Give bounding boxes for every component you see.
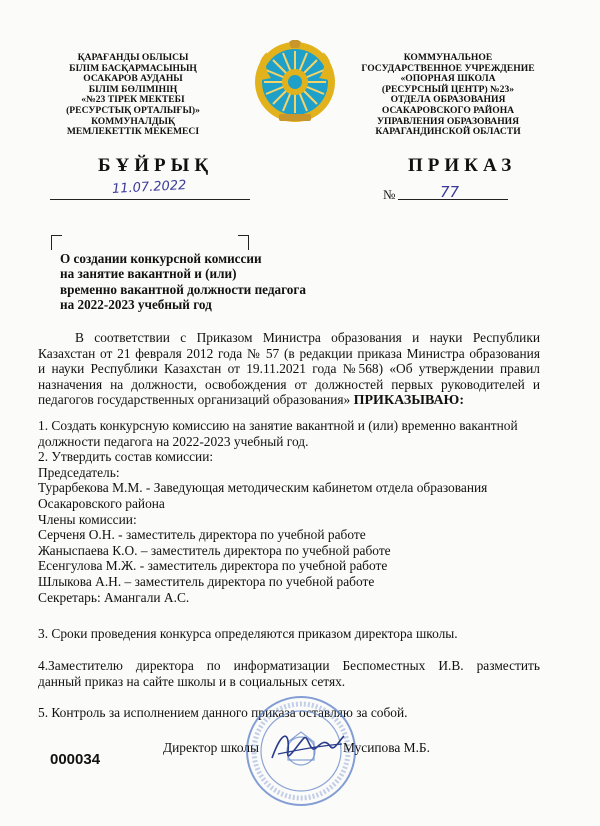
document-number: 000034	[50, 751, 101, 768]
item-line: Шлыкова А.Н. – заместитель директора по учебной работе	[38, 573, 375, 589]
date-line	[50, 199, 250, 200]
ru-header-line: ГОСУДАРСТВЕННОЕ УЧРЕЖДЕНИЕ	[361, 62, 535, 74]
kz-header-line: БІЛІМ БАСҚАРМАСЫНЫҢ	[69, 62, 197, 74]
order-items	[38, 418, 548, 605]
preamble-line: В соответствии с Приказом Министра образования и науки Республики	[75, 330, 540, 345]
subject-bracket-right	[238, 235, 249, 250]
item-line: Осакаровского района	[38, 495, 165, 511]
item-line: Серченя О.Н. - заместитель директора по учебной работе	[38, 527, 366, 543]
order-subject	[60, 251, 306, 313]
subject-bracket-left	[51, 235, 62, 250]
item-line: 1. Создать конкурсную комиссию на занятие вакантной и (или) временно вакантной	[38, 418, 518, 433]
ru-header-line: ОТДЕЛА ОБРАЗОВАНИЯ	[390, 94, 506, 106]
item-line: Жаныспаева К.О. – заместитель директора по учебной работе	[38, 542, 391, 558]
preamble	[38, 330, 540, 409]
item-line: Секретарь: Амангали А.С.	[38, 589, 190, 605]
ru-order-title: ПРИКАЗ	[408, 155, 517, 176]
preamble-line: Казахстан от 21 февраля 2012 года № 57 (в редакции приказа Министра образования	[38, 345, 540, 361]
signature-icon	[268, 724, 348, 768]
item-line: Турарбекова М.М. - Заведующая методическим кабинетом отдела образования	[38, 480, 488, 496]
date-handwritten: 11.07.2022	[111, 178, 187, 197]
number-prefix: №	[383, 187, 396, 202]
kz-order-title: БҰЙРЫҚ	[98, 155, 214, 176]
ru-header-line: (РЕСУРСНЫЙ ЦЕНТР) №23»	[381, 83, 515, 95]
item-4-line: данный приказ на сайте школы и в социальных сетях.	[38, 673, 346, 689]
ru-header-line: КОММУНАЛЬНОЕ	[403, 52, 493, 63]
item-line: должности педагога на 2022-2023 учебный год.	[38, 433, 309, 449]
item-4	[38, 658, 540, 689]
director-title: Директор школы	[163, 740, 260, 755]
preamble-line: назначения на должности, освобождения от должностей первых руководителей и	[38, 376, 540, 392]
preamble-line: и науки Республики Казахстан от 19.11.2021 года №568) «Об утверждении правил	[38, 361, 540, 377]
ru-header-line: УПРАВЛЕНИЯ ОБРАЗОВАНИЯ	[376, 115, 520, 127]
kz-header-line: БІЛІМ БӨЛІМІНІҢ	[88, 83, 178, 95]
subject-line: О создании конкурсной комиссии	[60, 251, 262, 266]
item-line: Председатель:	[38, 464, 120, 480]
ru-header-line: КАРАГАНДИНСКОЙ ОБЛАСТИ	[375, 126, 521, 138]
item-line: Члены комиссии:	[38, 511, 137, 527]
item-5: 5. Контроль за исполнением данного приказа оставляю за собой.	[38, 705, 408, 720]
kz-header-line: МЕМЛЕКЕТТІК МЕКЕМЕСІ	[66, 126, 200, 138]
kz-header-line: ҚАРАҒАНДЫ ОБЛЫСЫ	[77, 52, 189, 63]
russian-header	[358, 53, 538, 138]
kz-header-line: «№23 ТІРЕК МЕКТЕБІ	[81, 94, 185, 106]
state-emblem-icon	[253, 40, 337, 124]
subject-line: на занятие вакантной и (или)	[60, 266, 237, 282]
kz-header-line: КОММУНАЛДЫҚ	[91, 115, 175, 127]
kz-header-line: (РЕСУРСТЫҚ ОРТАЛЫҒЫ)»	[66, 104, 200, 116]
item-4-line: 4.Заместителю директора по информатизации Беспоместных И.В. разместить	[38, 658, 540, 673]
ru-header-line: «ОПОРНАЯ ШКОЛА	[400, 73, 496, 85]
ru-header-line: ОСАКАРОВСКОГО РАЙОНА	[381, 104, 515, 116]
subject-line: на 2022-2023 учебный год	[60, 297, 212, 313]
kz-header-line: ОСАКАРОВ АУДАНЫ	[83, 73, 183, 85]
item-line: 2. Утвердить состав комиссии:	[38, 449, 214, 465]
preamble-line: педагогов государственных организаций образования»	[38, 392, 351, 408]
director-name: Мусипова М.Б.	[343, 740, 430, 755]
item-line: Есенгулова М.Ж. - заместитель директора по учебной работе	[38, 558, 388, 574]
subject-line: временно вакантной должности педагога	[60, 281, 306, 297]
order-word: ПРИКАЗЫВАЮ:	[353, 393, 464, 409]
item-3: 3. Сроки проведения конкурса определяются приказом директора школы.	[38, 626, 458, 641]
kazakh-header	[58, 53, 208, 138]
number-handwritten: 77	[440, 183, 460, 201]
